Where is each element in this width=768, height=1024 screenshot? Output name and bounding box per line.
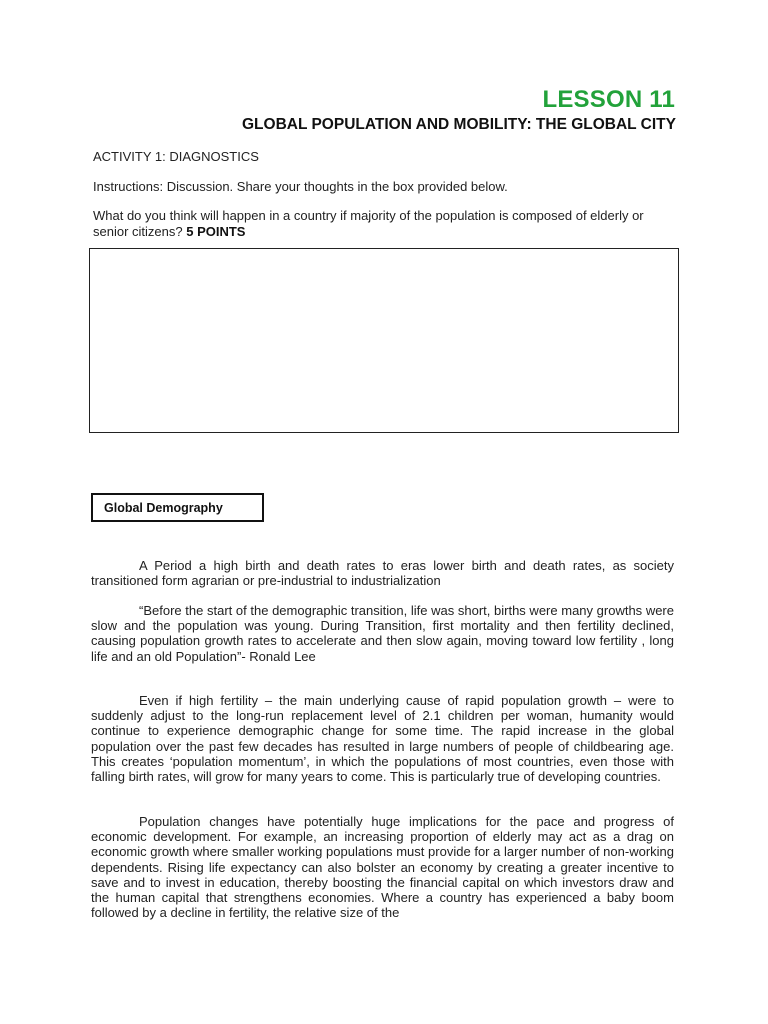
section-heading: Global Demography [104,500,223,515]
paragraph-4: Population changes have potentially huge implications for the pace and progress of economic development. For example, an increasing proportion of elderly may act as a drag on economic growth where smaller working populations must provide for a larger number of non-working dependents. Rising life expectancy can also bolster an economy by creating a greater incentive to save and to invest in education, thereby boosting the financial capital on which investors draw and the human capital that strengthens economies. Where a country has experienced a baby boom followed by a decline in fertility, the relative size of the [91,814,674,921]
answer-box[interactable] [89,248,679,433]
instructions-text: Instructions: Discussion. Share your thoughts in the box provided below. [93,179,508,194]
paragraph-2: “Before the start of the demographic transition, life was short, births were many growths were slow and the population was young. During Transition, first mortality and then fertility declined, causing population growth rates to accelerate and then slow again, moving toward low fertility , long life and an old Population”- Ronald Lee [91,603,674,664]
paragraph-3: Even if high fertility – the main underlying cause of rapid population growth – were to suddenly adjust to the long-run replacement level of 2.1 children per woman, humanity would continue to experience demographic change for some time. The rapid increase in the global population over the past few decades has resulted in large numbers of people of childbearing age. This creates ‘population momentum’, in which the populations of most countries, even those with falling birth rates, will grow for many years to come. This is particularly true of developing countries. [91,693,674,785]
question-text [93,208,673,240]
lesson-title: GLOBAL POPULATION AND MOBILITY: THE GLOBAL CITY [242,116,676,133]
activity-label: ACTIVITY 1: DIAGNOSTICS [93,149,259,164]
paragraph-1: A Period a high birth and death rates to eras lower birth and death rates, as society transitioned form agrarian or pre-industrial to industrialization [91,558,674,589]
points-label: 5 POINTS [186,224,246,239]
lesson-number: LESSON 11 [542,86,675,113]
question-body: What do you think will happen in a country if majority of the population is composed of elderly or senior citizens? [93,208,644,239]
section-heading-box [91,493,264,522]
